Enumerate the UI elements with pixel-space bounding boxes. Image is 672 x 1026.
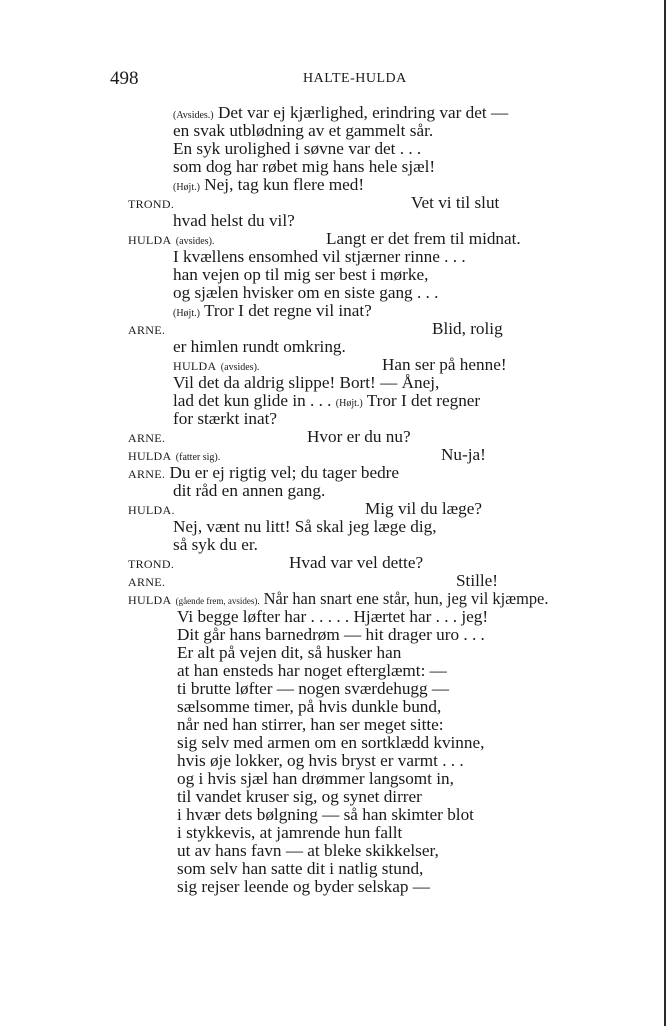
page-edge-line — [664, 0, 666, 1026]
stage-direction: (Højt.) — [173, 182, 200, 193]
line-text: Det var ej kjærlighed, erindring var det — — [213, 103, 509, 122]
verse-line — [173, 175, 364, 198]
line-text: Når han snart ene står, hun, jeg vil kjæmpe. — [259, 589, 549, 608]
stage-direction: (Avsides.) — [173, 110, 214, 121]
verse-line: i stykkevis, at jamrende hun fallt — [177, 823, 403, 842]
verse-line: I kvællens ensomhed vil stjærner rinne . . . — [173, 247, 466, 266]
verse-line: En syk urolighed i søvne var det . . . — [173, 139, 422, 158]
verse-line: i hvær dets bølgning — så han skimter blot — [177, 805, 474, 824]
line-text: lad det kun glide in . . . — [173, 391, 336, 410]
speaker-name: TROND. — [128, 197, 175, 211]
verse-line — [128, 499, 175, 520]
verse-line: at han ensteds har noget efterglæmt: — — [177, 661, 447, 680]
stage-direction: (fatter sig). — [175, 452, 221, 463]
verse-line: han vejen op til mig ser best i mørke, — [173, 265, 429, 284]
line-text: Tror I det regne vil inat? — [199, 301, 372, 320]
speaker-name: ARNE. — [128, 323, 166, 337]
verse-line: så syk du er. — [173, 535, 258, 554]
verse-line: Nej, vænt nu litt! Så skal jeg læge dig, — [173, 517, 437, 536]
verse-line: Dit går hans barnedrøm — hit drager uro . . . — [177, 625, 485, 644]
verse-line: sig rejser leende og byder selskap — — [177, 877, 430, 896]
verse-line: Hvad var vel dette? — [289, 553, 424, 572]
speaker-name: ARNE. — [128, 575, 166, 589]
verse-line — [128, 193, 174, 214]
verse-line: ut av hans favn — at bleke skikkelser, — [177, 841, 439, 860]
verse-line: Er alt på vejen dit, så husker han — [177, 643, 402, 662]
verse-line: og i hvis sjæl han drømmer langsomt in, — [177, 769, 454, 788]
line-text: Du er ej rigtig vel; du tager bedre — [165, 463, 400, 482]
verse-line: når ned han stirrer, han ser meget sitte: — [177, 715, 444, 734]
stage-direction: (avsides). — [175, 236, 215, 247]
verse-line: er himlen rundt omkring. — [173, 337, 346, 356]
speaker-name: HULDA — [128, 233, 172, 247]
verse-line — [173, 301, 372, 324]
verse-line: Blid, rolig — [432, 319, 503, 338]
verse-line: Langt er det frem til midnat. — [326, 229, 521, 248]
verse-line: sælsomme timer, på hvis dunkle bund, — [177, 697, 442, 716]
line-text: Nej, tag kun flere med! — [199, 175, 365, 194]
speaker-name: HULDA — [128, 449, 172, 463]
speaker-name: HULDA — [173, 359, 217, 373]
verse-line: Han ser på henne! — [382, 355, 507, 374]
verse-line: Vi begge løfter har . . . . . Hjærtet har . . . jeg! — [177, 607, 489, 626]
speaker-name: TROND. — [128, 557, 175, 571]
page-header — [0, 68, 672, 92]
verse-line: Nu-ja! — [441, 445, 486, 464]
verse-line: for stærkt inat? — [173, 409, 278, 428]
speaker-name: ARNE. — [128, 467, 166, 481]
line-text: Tror I det regner — [362, 391, 481, 410]
speaker-name: ARNE. — [128, 431, 166, 445]
verse-line: ti brutte løfter — nogen sværdehugg — — [177, 679, 450, 698]
stage-direction: (Højt.) — [173, 308, 200, 319]
verse-line: sig selv med armen om en sortklædd kvinne, — [177, 733, 485, 752]
verse-line: hvad helst du vil? — [173, 211, 295, 230]
verse-line: en svak utblødning av et gammelt sår. — [173, 121, 434, 140]
page-number: 498 — [110, 68, 139, 89]
verse-line — [128, 319, 165, 340]
verse-line: til vandet kruser sig, og synet dirrer — [177, 787, 422, 806]
speaker-name: HULDA — [128, 593, 172, 607]
verse-line: hvis øje lokker, og hvis bryst er varmt . . . — [177, 751, 464, 770]
stage-direction: (gående frem, avsides). — [175, 596, 260, 606]
verse-line: som dog har røbet mig hans hele sjæl! — [173, 157, 436, 176]
speaker-name: HULDA. — [128, 503, 175, 517]
verse-line: som selv han satte dit i natlig stund, — [177, 859, 424, 878]
verse-line: Vet vi til slut — [411, 193, 500, 212]
verse-line: og sjælen hvisker om en siste gang . . . — [173, 283, 439, 302]
stage-direction: (Højt.) — [335, 398, 363, 409]
stage-direction: (avsides). — [220, 362, 260, 373]
running-title: HALTE-HULDA — [303, 71, 407, 86]
verse-line: Hvor er du nu? — [307, 427, 411, 446]
verse-line: Stille! — [456, 571, 499, 590]
verse-line: Vil det da aldrig slippe! Bort! — Ånej, — [173, 373, 440, 392]
verse-line: dit råd en annen gang. — [173, 481, 326, 500]
verse-line: Mig vil du læge? — [365, 499, 482, 518]
